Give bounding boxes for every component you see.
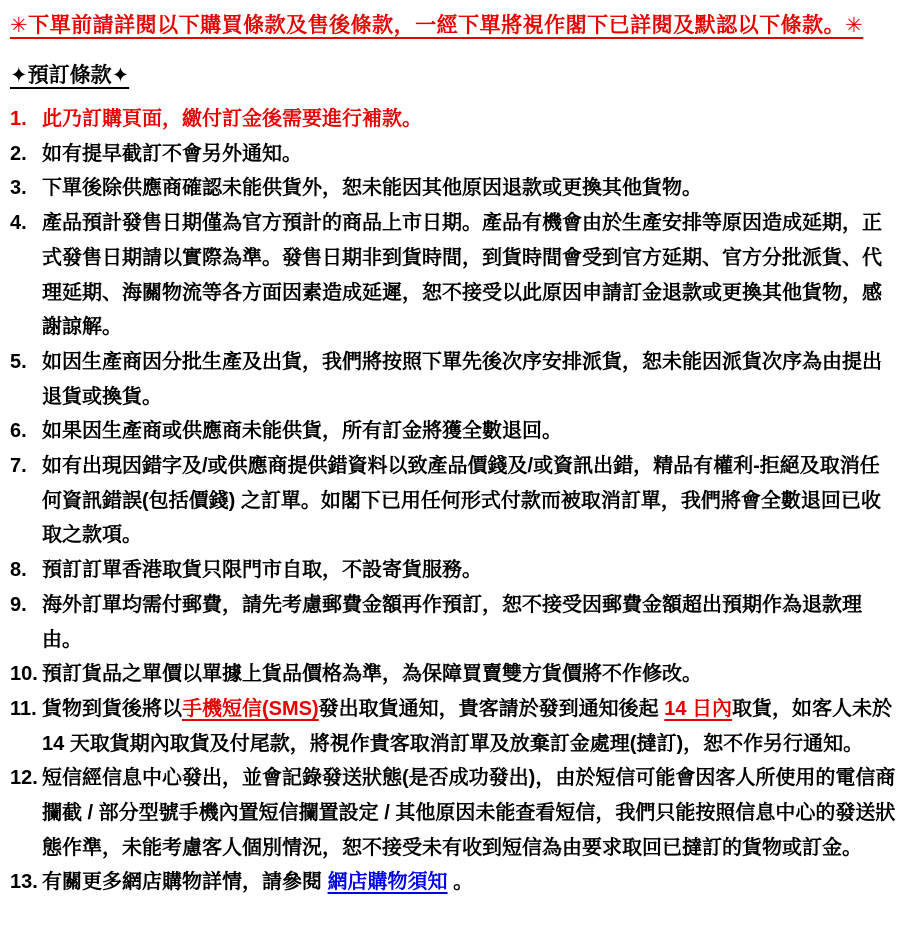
- term-item-7: [9, 449, 899, 553]
- term-item-11: [9, 692, 899, 761]
- term-text: 此乃訂購頁面，繳付訂金後需要進行補款。: [42, 108, 422, 130]
- term-item-4: [9, 206, 899, 345]
- section-title: ✦預訂條款✦: [10, 64, 130, 87]
- term-item-1: [9, 102, 899, 137]
- term-item-3: [9, 171, 899, 206]
- shop-terms-link[interactable]: 網店購物須知: [327, 871, 448, 894]
- term-number: 8.: [10, 559, 27, 582]
- term-text-segment: 貨物到貨後將以: [42, 697, 182, 720]
- term-item-5: [9, 345, 899, 414]
- term-number: 1.: [10, 108, 27, 130]
- term-text: 如有提早截訂不會另外通知。: [42, 142, 302, 165]
- term-text: 如果因生產商或供應商未能供貨，所有訂金將獲全數退回。: [42, 420, 562, 443]
- term-number: 10.: [10, 663, 38, 686]
- term-text: 海外訂單均需付郵費，請先考慮郵費金額再作預訂，恕不接受因郵費金額超出預期作為退款理由。: [42, 593, 862, 651]
- term-text-segment: 發出取貨通知，貴客請於發到通知後起: [318, 697, 665, 720]
- pickup-deadline-highlight: 14 日內: [664, 697, 733, 720]
- terms-list: [9, 102, 901, 900]
- term-text: 下單後除供應商確認未能供貨外，恕未能因其他原因退款或更換其他貨物。: [42, 177, 702, 200]
- term-text: 預訂貨品之單價以單據上貨品價格為準，為保障買賣雙方貨價將不作修改。: [42, 663, 702, 686]
- term-number: 7.: [10, 455, 27, 478]
- term-text: 如有出現因錯字及/或供應商提供錯資料以致產品價錢及/或資訊出錯，精品有權利-拒絕及取消任何資訊錯誤(包括價錢) 之訂單。如閣下已用任何形式付款而被取消訂單，我們將會全數退回已收取之款項。: [42, 455, 881, 547]
- term-number: 13.: [10, 871, 38, 894]
- term-text: 短信經信息中心發出，並會記錄發送狀態(是否成功發出)，由於短信可能會因客人所使用的電信商攔截 / 部分型號手機內置短信攔置設定 / 其他原因未能查看短信，我們只能按照信息中心的發送狀態作準，未能考慮客人個別情況，恕不接受未有收到短信為由要求取回已撻訂的貨物或訂金。: [42, 767, 896, 859]
- term-text: 如因生產商因分批生產及出貨，我們將按照下單先後次序安排派貨，恕未能因派貨次序為由提出退貨或換貨。: [42, 350, 882, 408]
- term-number: 5.: [10, 350, 27, 373]
- term-number: 4.: [10, 212, 27, 235]
- term-number: 6.: [10, 420, 27, 443]
- pre-order-notice-banner: ✳下單前請詳閱以下購買條款及售後條款，一經下單將視作閣下已詳閱及默認以下條款。✳: [10, 14, 864, 37]
- sms-notice-highlight: 手機短信(SMS): [182, 697, 319, 720]
- term-number: 2.: [10, 142, 27, 165]
- term-item-6: [9, 414, 899, 449]
- term-text-segment: 有關更多網店購物詳情，請參閱: [42, 871, 328, 894]
- term-item-2: [9, 137, 899, 172]
- term-number: 12.: [10, 767, 38, 790]
- term-text-segment: 。: [447, 871, 474, 894]
- term-text: [42, 871, 473, 893]
- term-text: [42, 698, 892, 755]
- term-item-8: [9, 553, 899, 588]
- term-text-segment: 取貨，如客人未於 14 天取貨期內取貨及付尾款，將視作貴客取消訂單及放棄訂金處理(撻訂)，恕不作另行通知。: [42, 697, 893, 755]
- term-item-10: [9, 657, 899, 692]
- term-item-12: [9, 761, 899, 865]
- term-text: 產品預計發售日期僅為官方預計的商品上市日期。產品有機會由於生產安排等原因造成延期，正式發售日期請以實際為準。發售日期非到貨時間，到貨時間會受到官方延期、官方分批派貨、代理延期、海關物流等各方面因素造成延遲，恕不接受以此原因申請訂金退款或更換其他貨物，感謝諒解。: [42, 212, 882, 339]
- term-text: 預訂訂單香港取貨只限門市自取，不設寄貨服務。: [42, 559, 482, 582]
- term-number: 9.: [10, 593, 27, 616]
- term-item-9: [9, 588, 899, 657]
- term-number: 11.: [10, 697, 37, 720]
- term-number: 3.: [10, 177, 27, 200]
- term-item-13: [9, 865, 899, 900]
